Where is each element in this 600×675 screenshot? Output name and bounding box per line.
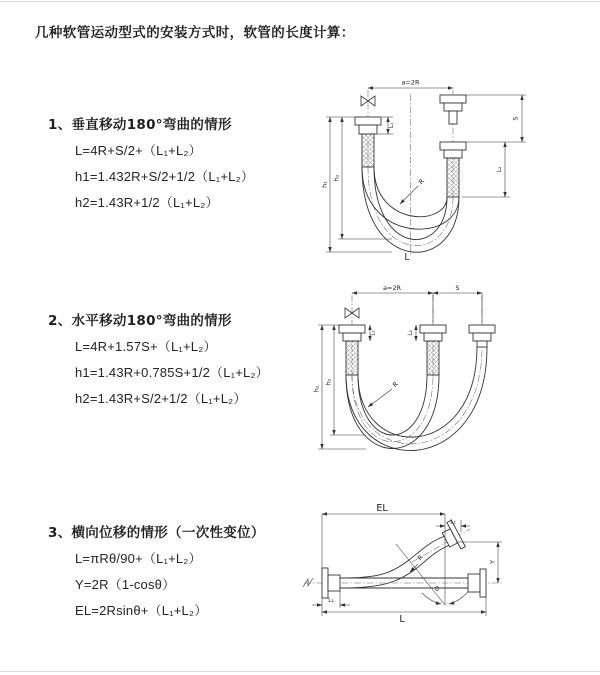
dim-fit-left-label: L₁ (389, 122, 395, 129)
break-mark (303, 578, 313, 587)
braid-hatch (346, 341, 358, 375)
dim-end-fit-label: L₂ (450, 519, 456, 526)
hose-displaced-position (340, 536, 450, 588)
dim-span-label: a=2R (401, 78, 420, 87)
section-3-heading: 3、横向位移的情形（一次性变位） (48, 525, 265, 541)
hose-curves (346, 347, 487, 451)
dimensions (318, 293, 482, 449)
braid-hatch (447, 158, 459, 197)
section-1-formula-length: L=4R+S/2+（L₁+L₂） (75, 143, 202, 158)
right-flange-original (440, 142, 466, 197)
radius-label: R (417, 177, 427, 187)
right-flange-original (468, 569, 486, 597)
dim-fit-left-label: L₁ (370, 330, 377, 336)
length-label: L (404, 252, 410, 263)
section-1-formula-h2: h2=1.43R+1/2（L₁+L₂） (75, 195, 219, 210)
section-3-formula-length: L=πRθ/90+（L₁+L₂） (75, 551, 202, 566)
diagram-lateral-displacement (298, 498, 600, 650)
dim-span-label: a=2R (382, 284, 402, 292)
left-flange (339, 325, 365, 375)
braid-hatch (427, 341, 439, 375)
dim-fit-right-label: L₂ (497, 166, 503, 173)
page-top-border (0, 1, 600, 2)
section-3-formula-el: EL=2Rsinθ+（L₁+L₂） (75, 603, 208, 618)
centerlines (368, 90, 453, 256)
section-2 (48, 308, 269, 412)
dim-h2-label: h₂ (332, 174, 341, 182)
radius-label: R (391, 380, 401, 390)
left-flange (355, 117, 381, 167)
dim-el-label: EL (376, 503, 388, 514)
right-flange-moved (469, 325, 495, 347)
dim-stroke-label: S (511, 116, 520, 121)
section-2-formula-h1: h1=1.43R+0.785S+1/2（L₁+L₂） (75, 365, 269, 380)
section-3-formula-y: Y=2R（1-cosθ） (75, 577, 176, 592)
dimensions (326, 88, 526, 252)
dim-fit-left-label: L₁ (328, 598, 334, 604)
dim-fit-right-label: L₂ (408, 330, 414, 336)
dim-stroke-label: S (455, 284, 460, 292)
section-1-formula-h1: h1=1.432R+S/2+1/2（L₁+L₂） (75, 169, 255, 184)
section-3 (48, 520, 265, 624)
section-2-formula-length: L=4R+1.57S+（L₁+L₂） (75, 339, 217, 354)
left-flange (322, 568, 340, 598)
section-1 (48, 112, 254, 216)
section-1-heading: 1、垂直移动180°弯曲的情形 (48, 117, 232, 133)
dim-y-label: Y (488, 560, 497, 564)
section-2-formula-h2: h2=1.43R+S/2+1/2（L₁+L₂） (75, 391, 247, 406)
diagram-horizontal-180-bend (308, 283, 600, 468)
length-label: L (399, 614, 405, 625)
dimensions (312, 514, 502, 616)
section-2-heading: 2、水平移动180°弯曲的情形 (48, 313, 232, 329)
dim-h1-label: h₁ (320, 181, 329, 188)
right-flange-moved (440, 95, 466, 124)
dim-h1-label: h₁ (312, 385, 321, 393)
centerlines (352, 295, 482, 444)
radius-label: R (415, 553, 425, 563)
diagram-vertical-180-bend (312, 68, 597, 263)
angle-theta-label: θ (435, 585, 439, 593)
middle-flange-original (420, 325, 446, 375)
braid-hatch (362, 134, 374, 167)
page-bottom-border (0, 671, 600, 672)
dim-h2-label: h₂ (324, 378, 333, 386)
page-title: 几种软管运动型式的安装方式时，软管的长度计算： (35, 25, 355, 41)
